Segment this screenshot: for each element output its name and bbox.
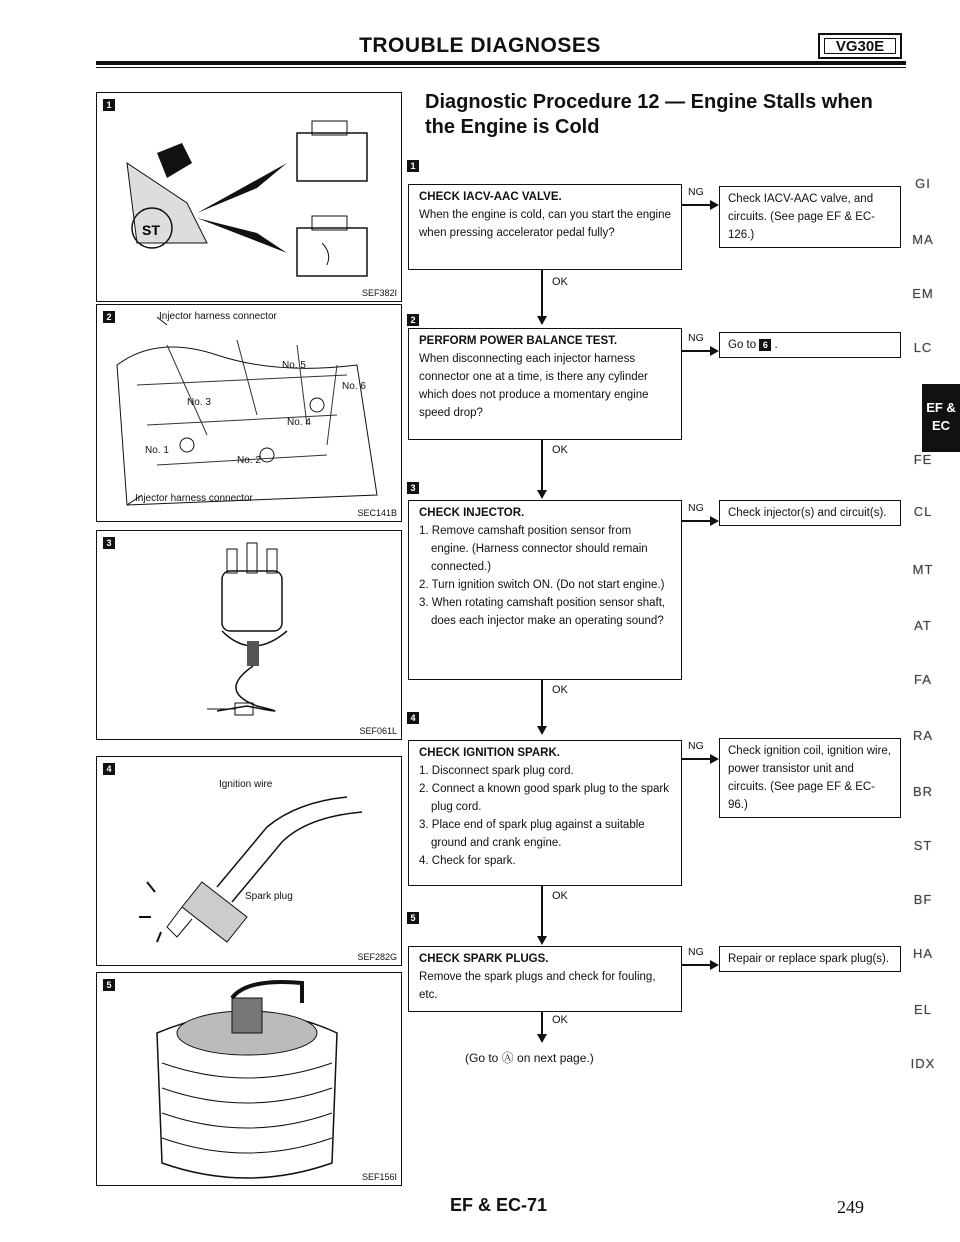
step-1-ng-box: Check IACV-AAC valve, and circuits. (See page EF & EC-126.) (719, 186, 901, 248)
side-tab-idx[interactable]: IDX (910, 1056, 936, 1071)
ng-arrow (710, 516, 719, 526)
ok-arrow (537, 936, 547, 945)
ng-connector (681, 520, 711, 522)
side-tab-gi[interactable]: GI (915, 176, 931, 191)
step-2-marker: 2 (407, 314, 419, 326)
ok-label: OK (552, 890, 568, 902)
figure-3 (96, 530, 402, 740)
goto-step-marker: 6 (759, 339, 771, 351)
ng-connector (681, 350, 711, 352)
step-marker: 2 (103, 311, 115, 323)
ng-connector (681, 758, 711, 760)
ng-arrow (710, 200, 719, 210)
figure-4 (96, 756, 402, 966)
step-5-ng-box: Repair or replace spark plug(s). (719, 946, 901, 972)
engine-injector-illustration (97, 305, 402, 522)
step-marker: 4 (103, 763, 115, 775)
label-harness-top: Injector harness connector (159, 311, 277, 322)
ng-label: NG (688, 502, 704, 514)
ng-arrow (710, 346, 719, 356)
ok-arrow (537, 1034, 547, 1043)
step-2-box: PERFORM POWER BALANCE TEST. When disconnecting each injector harness connector one at a time, is there any cylinder which does not produce a momentary engine speed drop? (408, 328, 682, 440)
ng-arrow (710, 754, 719, 764)
step-2-ng-box: Go to 6 . (719, 332, 901, 358)
figure-code: SEF382I (361, 288, 397, 298)
ok-label: OK (552, 276, 568, 288)
step-4-ng-box: Check ignition coil, ignition wire, power transistor unit and circuits. (See page EF & EC-96.) (719, 738, 901, 818)
figure-1 (96, 92, 402, 302)
procedure-title: Diagnostic Procedure 12 — Engine Stalls when the Engine is Cold (425, 91, 873, 138)
side-tab-em[interactable]: EM (912, 286, 934, 301)
label-no3: No. 3 (187, 397, 211, 408)
ng-label: NG (688, 332, 704, 344)
label-ignition-wire: Ignition wire (219, 779, 273, 790)
camshaft-sensor-illustration (97, 531, 402, 740)
page-reference: EF & EC-71 (450, 1195, 548, 1215)
side-tab-ra[interactable]: RA (912, 728, 934, 743)
ok-connector (541, 1012, 543, 1036)
step-3-marker: 3 (407, 482, 419, 494)
step-5-marker: 5 (407, 912, 419, 924)
ng-connector (681, 964, 711, 966)
ok-connector (541, 440, 543, 490)
side-tab-mt[interactable]: MT (912, 562, 934, 577)
side-tab-ma[interactable]: MA (912, 232, 934, 247)
ok-label: OK (552, 684, 568, 696)
ok-arrow (537, 316, 547, 325)
ok-label: OK (552, 1014, 568, 1026)
figure-code: SEF061L (359, 726, 397, 736)
label-no5: No. 5 (282, 360, 306, 371)
header-rule-thin (96, 67, 906, 68)
ok-label: OK (552, 444, 568, 456)
spark-plug-closeup-illustration (97, 973, 402, 1186)
ng-connector (681, 204, 711, 206)
label-no2: No. 2 (237, 455, 261, 466)
step-4-box: CHECK IGNITION SPARK. 1. Disconnect spark plug cord. 2. Connect a known good spark plug to the spark plug cord. 3. Place end of spark plug against a suitable ground and crank engine. 4. Check for spark. (408, 740, 682, 886)
step-1-marker: 1 (407, 160, 419, 172)
side-tab-fa[interactable]: FA (914, 672, 932, 687)
side-tab-st[interactable]: ST (913, 838, 933, 853)
ok-arrow (537, 490, 547, 499)
side-tab-ef-ec-active[interactable]: EF & EC (922, 384, 960, 452)
figure-2 (96, 304, 402, 522)
page-number: 249 (837, 1197, 864, 1217)
ok-arrow (537, 726, 547, 735)
step-1-box: CHECK IACV-AAC VALVE. When the engine is cold, can you start the engine when pressing accelerator pedal fully? (408, 184, 682, 270)
side-tab-at[interactable]: AT (914, 618, 932, 633)
figure-code: SEF156I (361, 1172, 397, 1182)
svg-text:ST: ST (142, 222, 160, 238)
step-marker: 5 (103, 979, 115, 991)
side-tab-fe[interactable]: FE (913, 452, 933, 467)
label-no6: No. 6 (342, 381, 366, 392)
step-marker: 1 (103, 99, 115, 111)
page-title: TROUBLE DIAGNOSES (359, 34, 601, 57)
side-tab-cl[interactable]: CL (913, 504, 933, 519)
model-badge: VG30E (818, 33, 902, 59)
ng-arrow (710, 960, 719, 970)
step-5-box: CHECK SPARK PLUGS. Remove the spark plugs and check for fouling, etc. (408, 946, 682, 1012)
ng-label: NG (688, 186, 704, 198)
label-spark-plug: Spark plug (245, 891, 293, 902)
side-tab-el[interactable]: EL (914, 1002, 932, 1017)
ok-connector (541, 270, 543, 316)
figure-code: SEC141B (357, 508, 397, 518)
ng-label: NG (688, 740, 704, 752)
ng-label: NG (688, 946, 704, 958)
side-tab-bf[interactable]: BF (913, 892, 933, 907)
figure-5 (96, 972, 402, 1186)
starter-accelerator-illustration (97, 93, 402, 302)
step-3-box: CHECK INJECTOR. 1. Remove camshaft position sensor from engine. (Harness connector should remain connected.) 2. Turn ignition switch ON. (Do not start engine.) 3. When rotating camshaft position sensor shaft, does each injector make an operating sound? (408, 500, 682, 680)
label-no1: No. 1 (145, 445, 169, 456)
label-harness-bottom: Injector harness connector (135, 493, 253, 504)
ok-connector (541, 680, 543, 726)
side-tab-ha[interactable]: HA (912, 946, 934, 961)
step-4-marker: 4 (407, 712, 419, 724)
header-rule (96, 61, 906, 65)
goto-next-page: (Go to Ⓐ on next page.) (465, 1051, 594, 1065)
ok-connector (541, 886, 543, 936)
label-no4: No. 4 (287, 417, 311, 428)
figure-code: SEF282G (357, 952, 397, 962)
step-3-ng-box: Check injector(s) and circuit(s). (719, 500, 901, 526)
side-tab-lc[interactable]: LC (913, 340, 933, 355)
side-tab-br[interactable]: BR (912, 784, 934, 799)
step-marker: 3 (103, 537, 115, 549)
